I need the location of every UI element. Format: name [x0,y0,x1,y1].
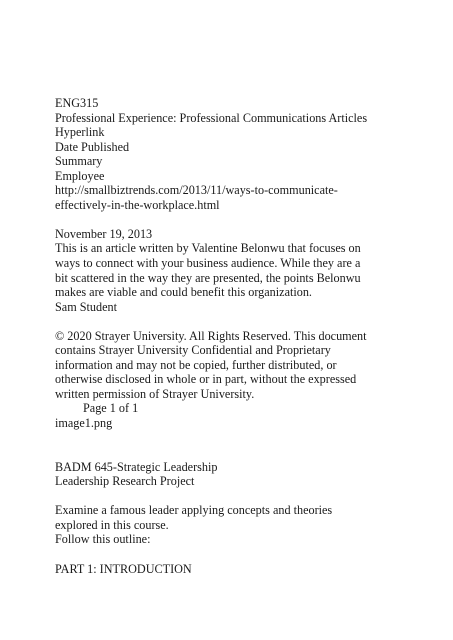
article-url-line-2: effectively-in-the-workplace.html [55,197,220,212]
article-url-line-1: http://smallbiztrends.com/2013/11/ways-to-communicate- [55,183,338,198]
project-title: Leadership Research Project [55,474,195,489]
spacer [55,547,425,562]
summary-line: makes are viable and could benefit this organization. [55,285,312,300]
summary-line: ways to connect with your business audience. While they are a [55,256,361,271]
page-indicator: Page 1 of 1 [83,401,139,416]
field-date-published: Date Published [55,139,130,154]
course-code: ENG315 [55,96,99,110]
field-summary: Summary [55,154,103,169]
copyright-line: contains Strayer University Confidential and Proprietary [55,343,331,358]
copyright-line: otherwise disclosed in whole or in part, without the expressed [55,372,357,387]
document-title: Professional Experience: Professional Communications Articles [55,110,368,125]
spacer [55,489,425,504]
summary-line: bit scattered in the way they are presented, the points Belonwu [55,270,361,285]
spacer [55,431,425,446]
instructions-line: explored in this course. [55,517,169,532]
image-filename: image1.png [55,416,113,431]
spacer [55,212,425,227]
spacer [55,445,425,460]
spacer [55,314,425,329]
field-hyperlink: Hyperlink [55,125,105,140]
part-1-heading: PART 1: INTRODUCTION [55,561,192,576]
badm-course-title: BADM 645-Strategic Leadership [55,459,218,474]
field-employee: Employee [55,168,105,183]
published-date: November 19, 2013 [55,226,153,241]
copyright-line: © 2020 Strayer University. All Rights Reserved. This document [55,328,367,343]
summary-line: This is an article written by Valentine Belonwu that focuses on [55,241,361,256]
student-name: Sam Student [55,299,117,314]
instructions-line: Follow this outline: [55,532,151,547]
copyright-line: written permission of Strayer University. [55,386,255,401]
copyright-line: information and may not be copied, further distributed, or [55,357,337,372]
instructions-line: Examine a famous leader applying concepts and theories [55,503,333,518]
document-body [55,96,425,576]
